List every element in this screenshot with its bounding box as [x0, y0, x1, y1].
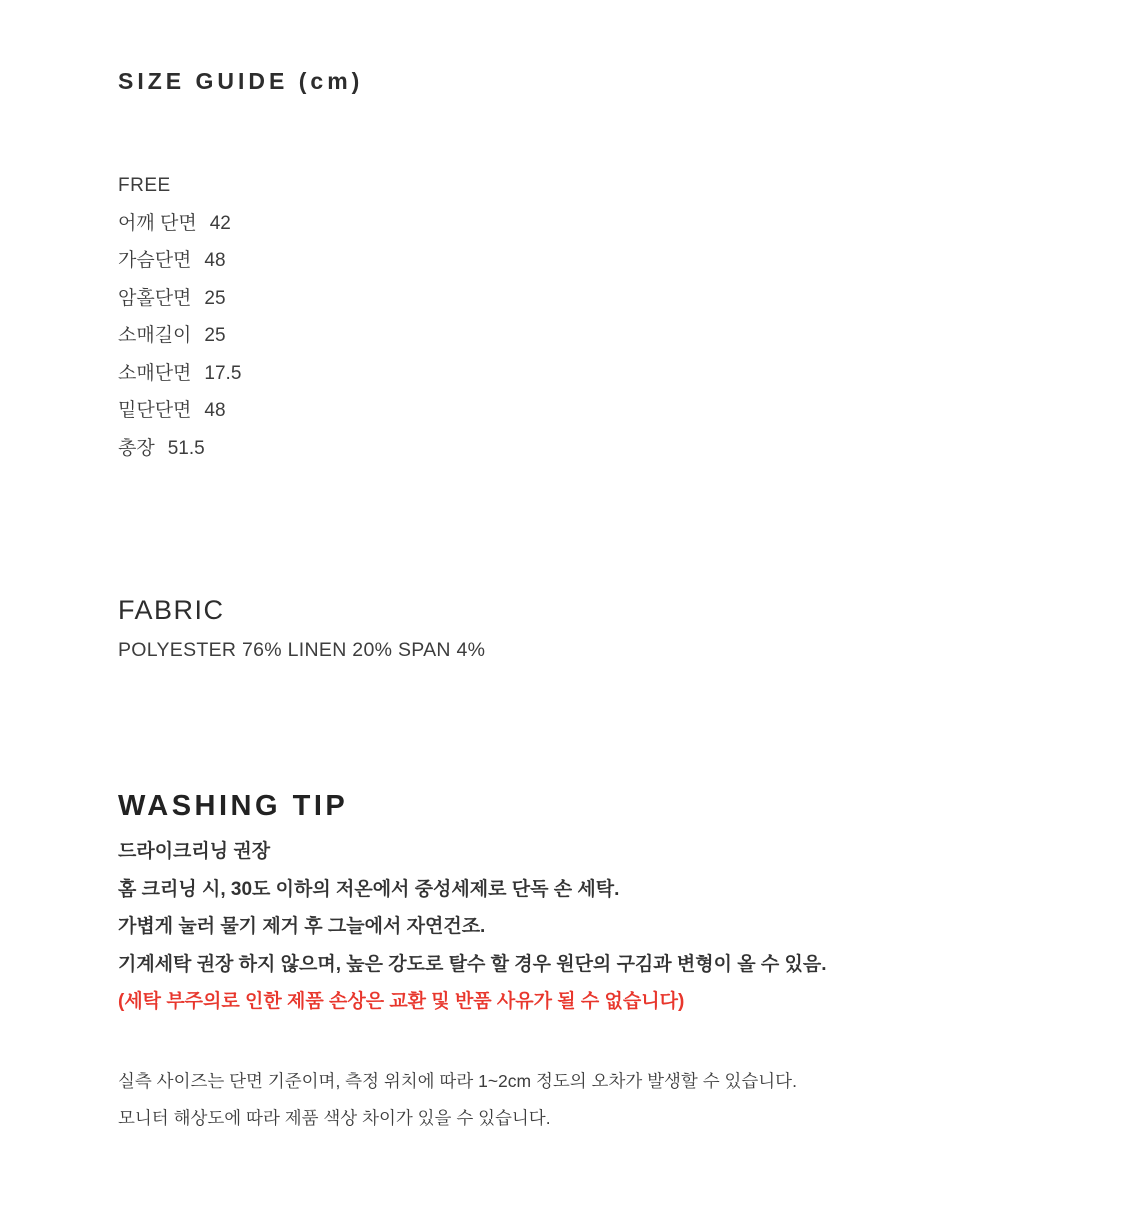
measurement-value: 51.5	[167, 437, 205, 459]
measurement-value: 48	[204, 250, 226, 271]
washing-tip-line: 홈 크리닝 시, 30도 이하의 저온에서 중성세제로 단독 손 세탁.	[118, 878, 620, 900]
washing-tip-line: 기계세탁 권장 하지 않으며, 높은 강도로 탈수 할 경우 원단의 구김과 변형이 올 수 있음.	[118, 953, 827, 975]
measurement-label: 밑단단면	[118, 400, 192, 421]
measurement-label: 암홀단면	[118, 287, 192, 309]
size-row-shoulder	[118, 205, 1125, 243]
note-measure-tolerance: 실측 사이즈는 단면 기준이며, 측정 위치에 따라 1~2cm 정도의 오차가 발생할 수 있습니다.	[118, 1070, 797, 1091]
washing-tip-warning: (세탁 부주의로 인한 제품 손상은 교환 및 반품 사유가 될 수 없습니다)	[118, 991, 685, 1012]
size-row-sleeve-length	[118, 317, 1125, 355]
washing-tip-line: 드라이크리닝 권장	[118, 841, 271, 862]
measurement-label: 어깨 단면	[118, 212, 197, 234]
measurement-label: 소매단면	[118, 362, 192, 384]
washing-tip-title: WASHING TIP	[118, 790, 349, 822]
size-row-armhole	[118, 280, 1125, 318]
measurement-value: 17.5	[204, 362, 242, 384]
note-monitor-color: 모니터 해상도에 따라 제품 색상 차이가 있을 수 있습니다.	[118, 1107, 551, 1128]
measurement-value: 48	[204, 400, 226, 421]
measurement-value: 25	[204, 325, 226, 346]
measurement-label: 소매길이	[118, 325, 192, 346]
size-name: FREE	[118, 175, 171, 196]
measurement-value: 42	[209, 212, 231, 234]
fabric-composition: POLYESTER 76% LINEN 20% SPAN 4%	[118, 639, 486, 661]
measurement-label: 총장	[118, 437, 155, 459]
washing-tip-line: 가볍게 눌러 물기 제거 후 그늘에서 자연건조.	[118, 916, 486, 937]
measurement-label: 가슴단면	[118, 250, 192, 271]
size-row-chest	[118, 242, 1125, 280]
size-row-hem	[118, 392, 1125, 430]
fabric-title: FABRIC	[118, 595, 225, 625]
product-notes	[118, 1063, 1125, 1137]
washing-tip-lines	[118, 833, 1125, 1021]
size-row-total-length	[118, 430, 1125, 468]
size-guide-title: SIZE GUIDE (cm)	[118, 68, 364, 94]
size-row-sleeve-width	[118, 355, 1125, 393]
measurement-value: 25	[204, 287, 226, 309]
size-guide-list	[118, 167, 1125, 467]
